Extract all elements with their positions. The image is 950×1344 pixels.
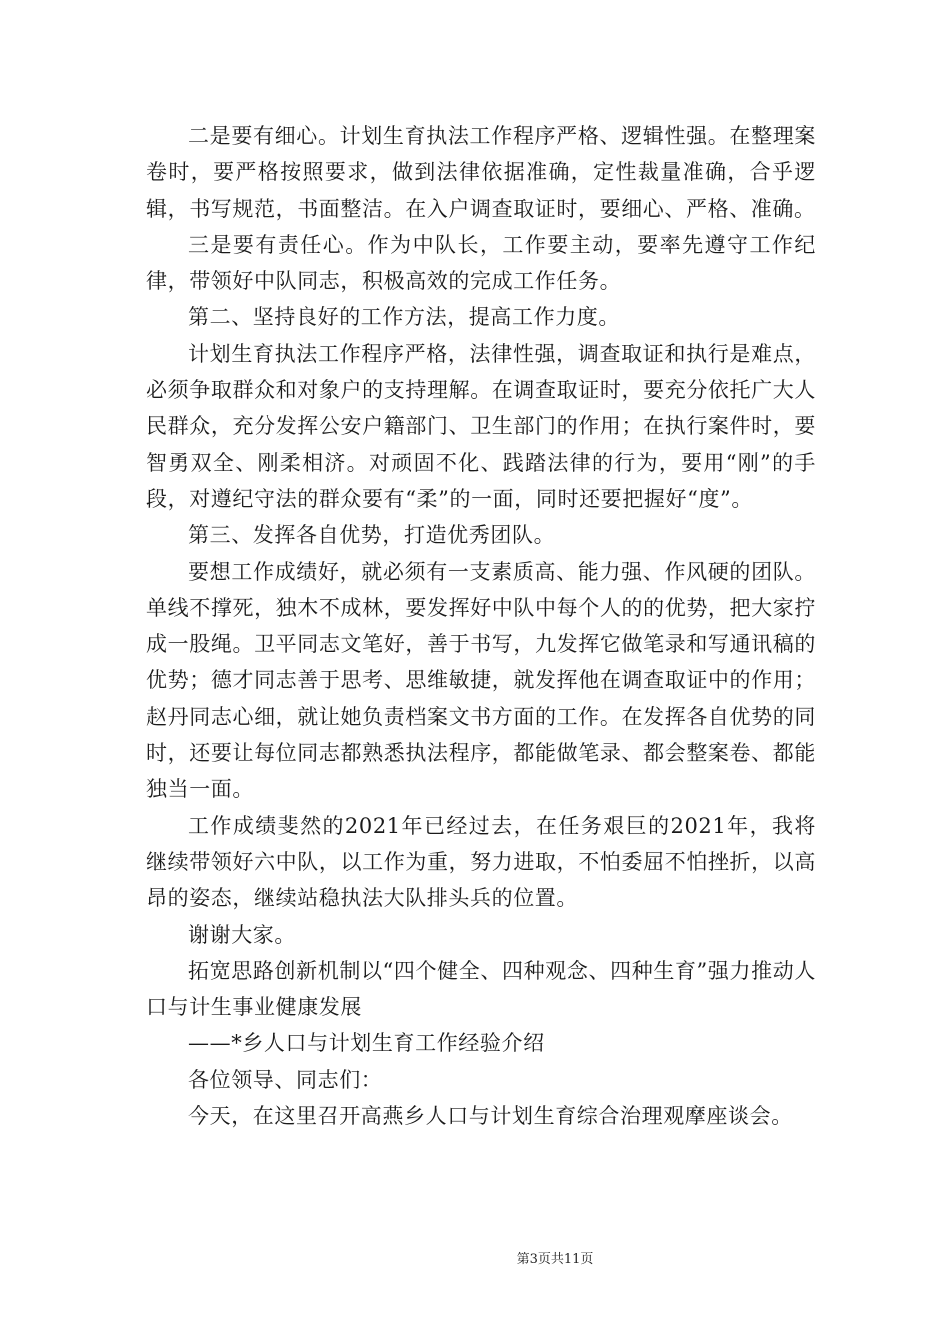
- paragraph-salutation: 各位领导、同志们：: [188, 1067, 383, 1092]
- document-body: [146, 118, 816, 1134]
- paragraph-conclusion: 工作成绩斐然的2021年已经过去，在任务艰巨的2021年，我将继续带领好六中队，以工作为重，努力进取，不怕委屈不怕挫折，以高昂的姿态，继续站稳执法大队排头兵的位置。: [146, 813, 816, 911]
- paragraph-new-title: 拓宽思路创新机制以“四个健全、四种观念、四种生育”强力推动人口与计生事业健康发展: [146, 958, 816, 1020]
- paragraph-responsibility: 三是要有责任心。作为中队长，工作要主动，要率先遵守工作纪律，带领好中队同志，积极高效的完成工作任务。: [146, 232, 816, 294]
- paragraph-subtitle: ——*乡人口与计划生育工作经验介绍: [188, 1031, 545, 1056]
- paragraph-opening: 今天，在这里召开高燕乡人口与计划生育综合治理观摩座谈会。: [188, 1104, 793, 1129]
- paragraph-team: 要想工作成绩好，就必须有一支素质高、能力强、作风硬的团队。单线不撑死，独木不成林，要发挥好中队中每个人的的优势，把大家拧成一股绳。卫平同志文笔好，善于书写，九发挥它做笔录和写通讯稿的优势；德才同志善于思考、思维敏捷，就发挥他在调查取证中的作用；赵丹同志心细，就让她负责档案文书方面的工作。在发挥各自优势的同时，还要让每位同志都熟悉执法程序，都能做笔录、都会整案卷、都能独当一面。: [146, 559, 816, 802]
- paragraph-work-method: 计划生育执法工作程序严格，法律性强，调查取证和执行是难点，必须争取群众和对象户的支持理解。在调查取证时，要充分依托广大人民群众，充分发挥公安户籍部门、卫生部门的作用；在执行案件时，要智勇双全、刚柔相济。对顽固不化、践踏法律的行为，要用“刚”的手段，对遵纪守法的群众要有“柔”的一面，同时还要把握好“度”。: [146, 341, 816, 511]
- paragraph-heading-third: 第三、发挥各自优势，打造优秀团队。: [188, 523, 556, 548]
- paragraph-heading-second: 第二、坚持良好的工作方法，提高工作力度。: [188, 305, 620, 330]
- page-number: 第3页共11页: [516, 1252, 594, 1267]
- paragraph-carefulness: 二是要有细心。计划生育执法工作程序严格、逻辑性强。在整理案卷时，要严格按照要求，做到法律依据准确，定性裁量准确，合乎逻辑，书写规范，书面整洁。在入户调查取证时，要细心、严格、准确。: [146, 124, 816, 221]
- paragraph-thanks: 谢谢大家。: [188, 922, 296, 947]
